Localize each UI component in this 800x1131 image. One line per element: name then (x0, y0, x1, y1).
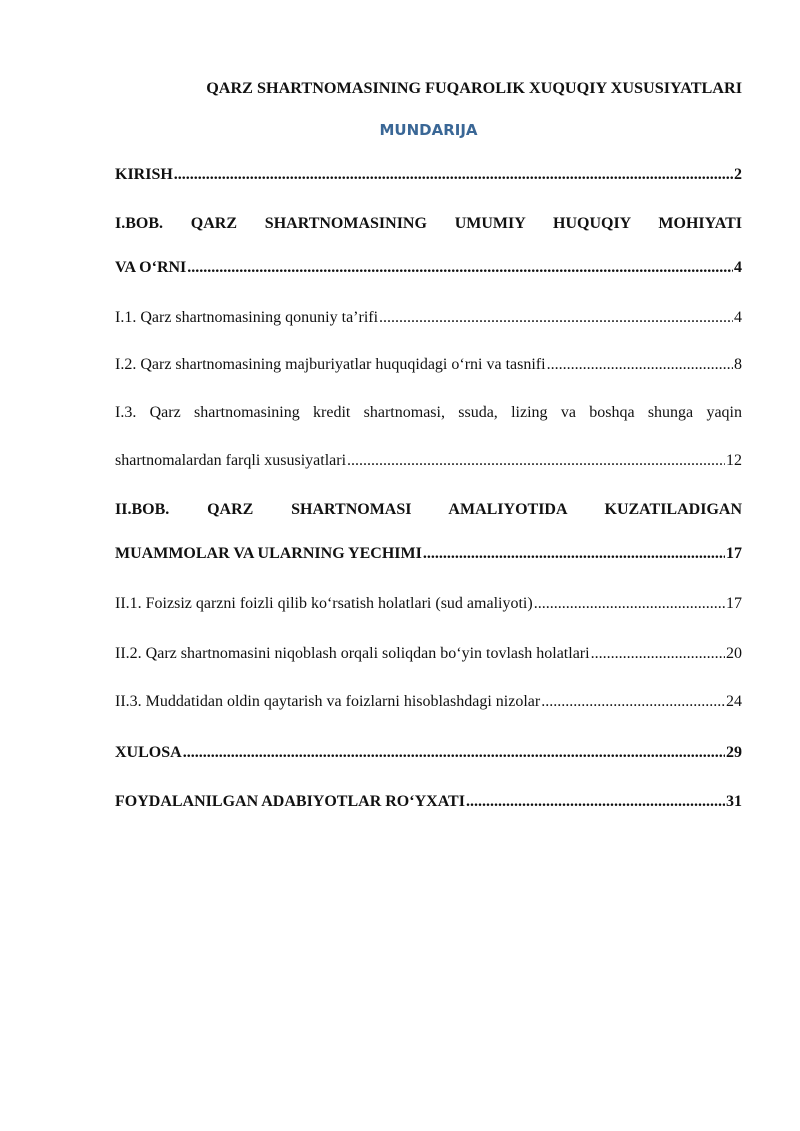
toc-entry-text: II.2. Qarz shartnomasini niqoblash orqali soliqdan bo‘yin tovlash holatlari (115, 645, 590, 662)
toc-page-number: 29 (726, 744, 742, 761)
toc-dot-leader (379, 308, 733, 328)
toc-entry-text: I.1. Qarz shartnomasining qonuniy ta’rifi (115, 309, 379, 326)
toc-entry-bob1-line1[interactable]: I.BOB. QARZ SHARTNOMASINING UMUMIY HUQUQIY MOHIYATI (115, 215, 742, 232)
toc-entry-xulosa[interactable] (115, 743, 742, 763)
toc-entry-2-3[interactable] (115, 692, 742, 712)
toc-dot-leader (347, 451, 725, 471)
toc-page-number: 8 (734, 356, 742, 373)
toc-page-number: 4 (734, 309, 742, 326)
toc-entry-text: II.3. Muddatidan oldin qaytarish va foizlarni hisoblashdagi nizolar (115, 693, 541, 710)
toc-entry-text: shartnomalardan farqli xususiyatlari (115, 452, 347, 469)
toc-entry-2-1[interactable] (115, 594, 742, 614)
toc-page-number: 24 (726, 693, 742, 710)
toc-dot-leader (466, 792, 725, 812)
toc-entry-text: FOYDALANILGAN ADABIYOTLAR RO‘YXATI (115, 793, 465, 810)
toc-page-number: 4 (734, 259, 742, 276)
toc-entry-1-3-line1[interactable]: I.3. Qarz shartnomasining kredit shartnomasi, ssuda, lizing va boshqa shunga yaqin (115, 404, 742, 421)
toc-dot-leader (591, 644, 725, 664)
toc-page-number: 17 (726, 545, 742, 562)
document-title: QARZ SHARTNOMASINING FUQAROLIK XUQUQIY XUSUSIYATLARI (206, 79, 742, 97)
toc-dot-leader (423, 544, 725, 564)
toc-dot-leader (547, 355, 733, 375)
toc-entry-text: VA O‘RNI (115, 259, 187, 276)
toc-entry-1-1[interactable] (115, 308, 742, 328)
toc-entry-bob2[interactable] (115, 544, 742, 564)
toc-heading: MUNDARIJA (379, 121, 478, 139)
toc-entry-bob1[interactable] (115, 258, 742, 278)
toc-entry-1-3[interactable] (115, 451, 742, 471)
toc-entry-text: I.2. Qarz shartnomasining majburiyatlar huquqidagi o‘rni va tasnifi (115, 356, 546, 373)
toc-entry-text: KIRISH (115, 166, 173, 183)
toc-page-number: 2 (734, 166, 742, 183)
toc-entry-text: MUAMMOLAR VA ULARNING YECHIMI (115, 545, 422, 562)
toc-entry-1-2[interactable] (115, 355, 742, 375)
toc-dot-leader (174, 165, 733, 185)
toc-dot-leader (541, 692, 725, 712)
toc-dot-leader (534, 594, 725, 614)
toc-page-number: 17 (726, 595, 742, 612)
toc-page-number: 12 (726, 452, 742, 469)
toc-page-number: 20 (726, 645, 742, 662)
toc-dot-leader (187, 258, 733, 278)
toc-entry-bob2-line1[interactable]: II.BOB. QARZ SHARTNOMASI AMALIYOTIDA KUZATILADIGAN (115, 501, 742, 518)
toc-entry-text: II.1. Foizsiz qarzni foizli qilib ko‘rsatish holatlari (sud amaliyoti) (115, 595, 533, 612)
toc-entry-kirish[interactable] (115, 165, 742, 185)
toc-page-number: 31 (726, 793, 742, 810)
toc-dot-leader (183, 743, 725, 763)
toc-entry-text: XULOSA (115, 744, 182, 761)
toc-entry-adabiyotlar[interactable] (115, 792, 742, 812)
toc-entry-2-2[interactable] (115, 644, 742, 664)
